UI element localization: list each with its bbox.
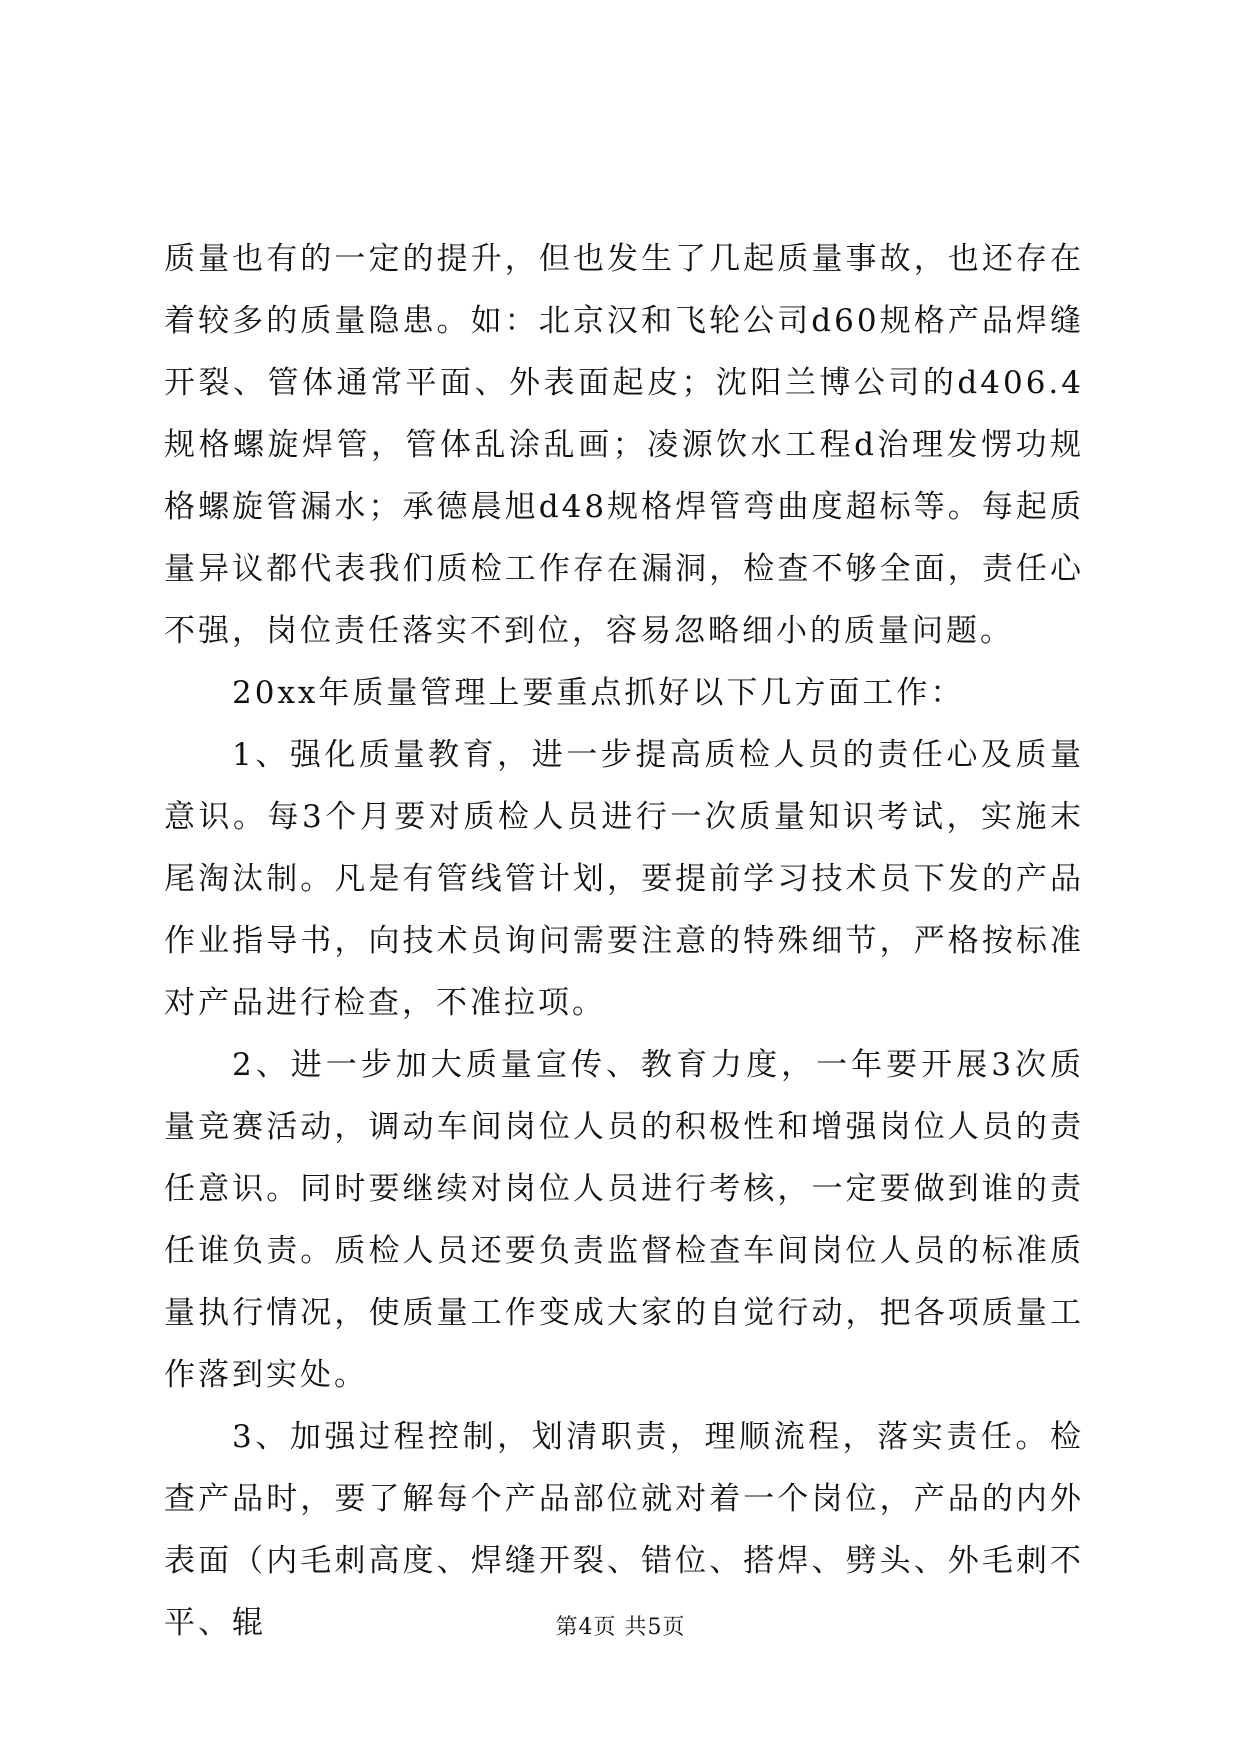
paragraph-item-2: 2、进一步加大质量宣传、教育力度，一年要开展3次质量竞赛活动，调动车间岗位人员的积极性和增强岗位人员的责任意识。同时要继续对岗位人员进行考核，一定要做到谁的责任谁负责。质检人员还要负责监督检查车间岗位人员的标准质量执行情况，使质量工作变成大家的自觉行动，把各项质量工作落到实处。 [164,1047,1084,1393]
paragraph-heading: 20xx年质量管理上要重点抓好以下几方面工作： [232,675,965,711]
paragraph-continuation: 质量也有的一定的提升，但也发生了几起质量事故，也还存在着较多的质量隐患。如：北京汉和飞轮公司d60规格产品焊缝开裂、管体通常平面、外表面起皮；沈阳兰博公司的d406.4规格螺旋焊管，管体乱涂乱画；凌源饮水工程d治理发愣功规格螺旋管漏水；承德晨旭d48规格焊管弯曲度超标等。每起质量异议都代表我们质检工作存在漏洞，检查不够全面，责任心不强，岗位责任落实不到位，容易忽略细小的质量问题。 [164,241,1084,649]
document-body [164,228,1084,1654]
page-number-footer: 第4页 共5页 [555,1615,686,1640]
paragraph-item-1: 1、强化质量教育，进一步提高质检人员的责任心及质量意识。每3个月要对质检人员进行一次质量知识考试，实施末尾淘汰制。凡是有管线管计划，要提前学习技术员下发的产品作业指导书，向技术员询问需要注意的特殊细节，严格按标准对产品进行检查，不准拉项。 [164,737,1084,1021]
paragraph-item-3: 3、加强过程控制，划清职责，理顺流程，落实责任。检查产品时，要了解每个产品部位就对着一个岗位，产品的内外表面（内毛刺高度、焊缝开裂、错位、搭焊、劈头、外毛刺不平、辊 [164,1419,1084,1641]
